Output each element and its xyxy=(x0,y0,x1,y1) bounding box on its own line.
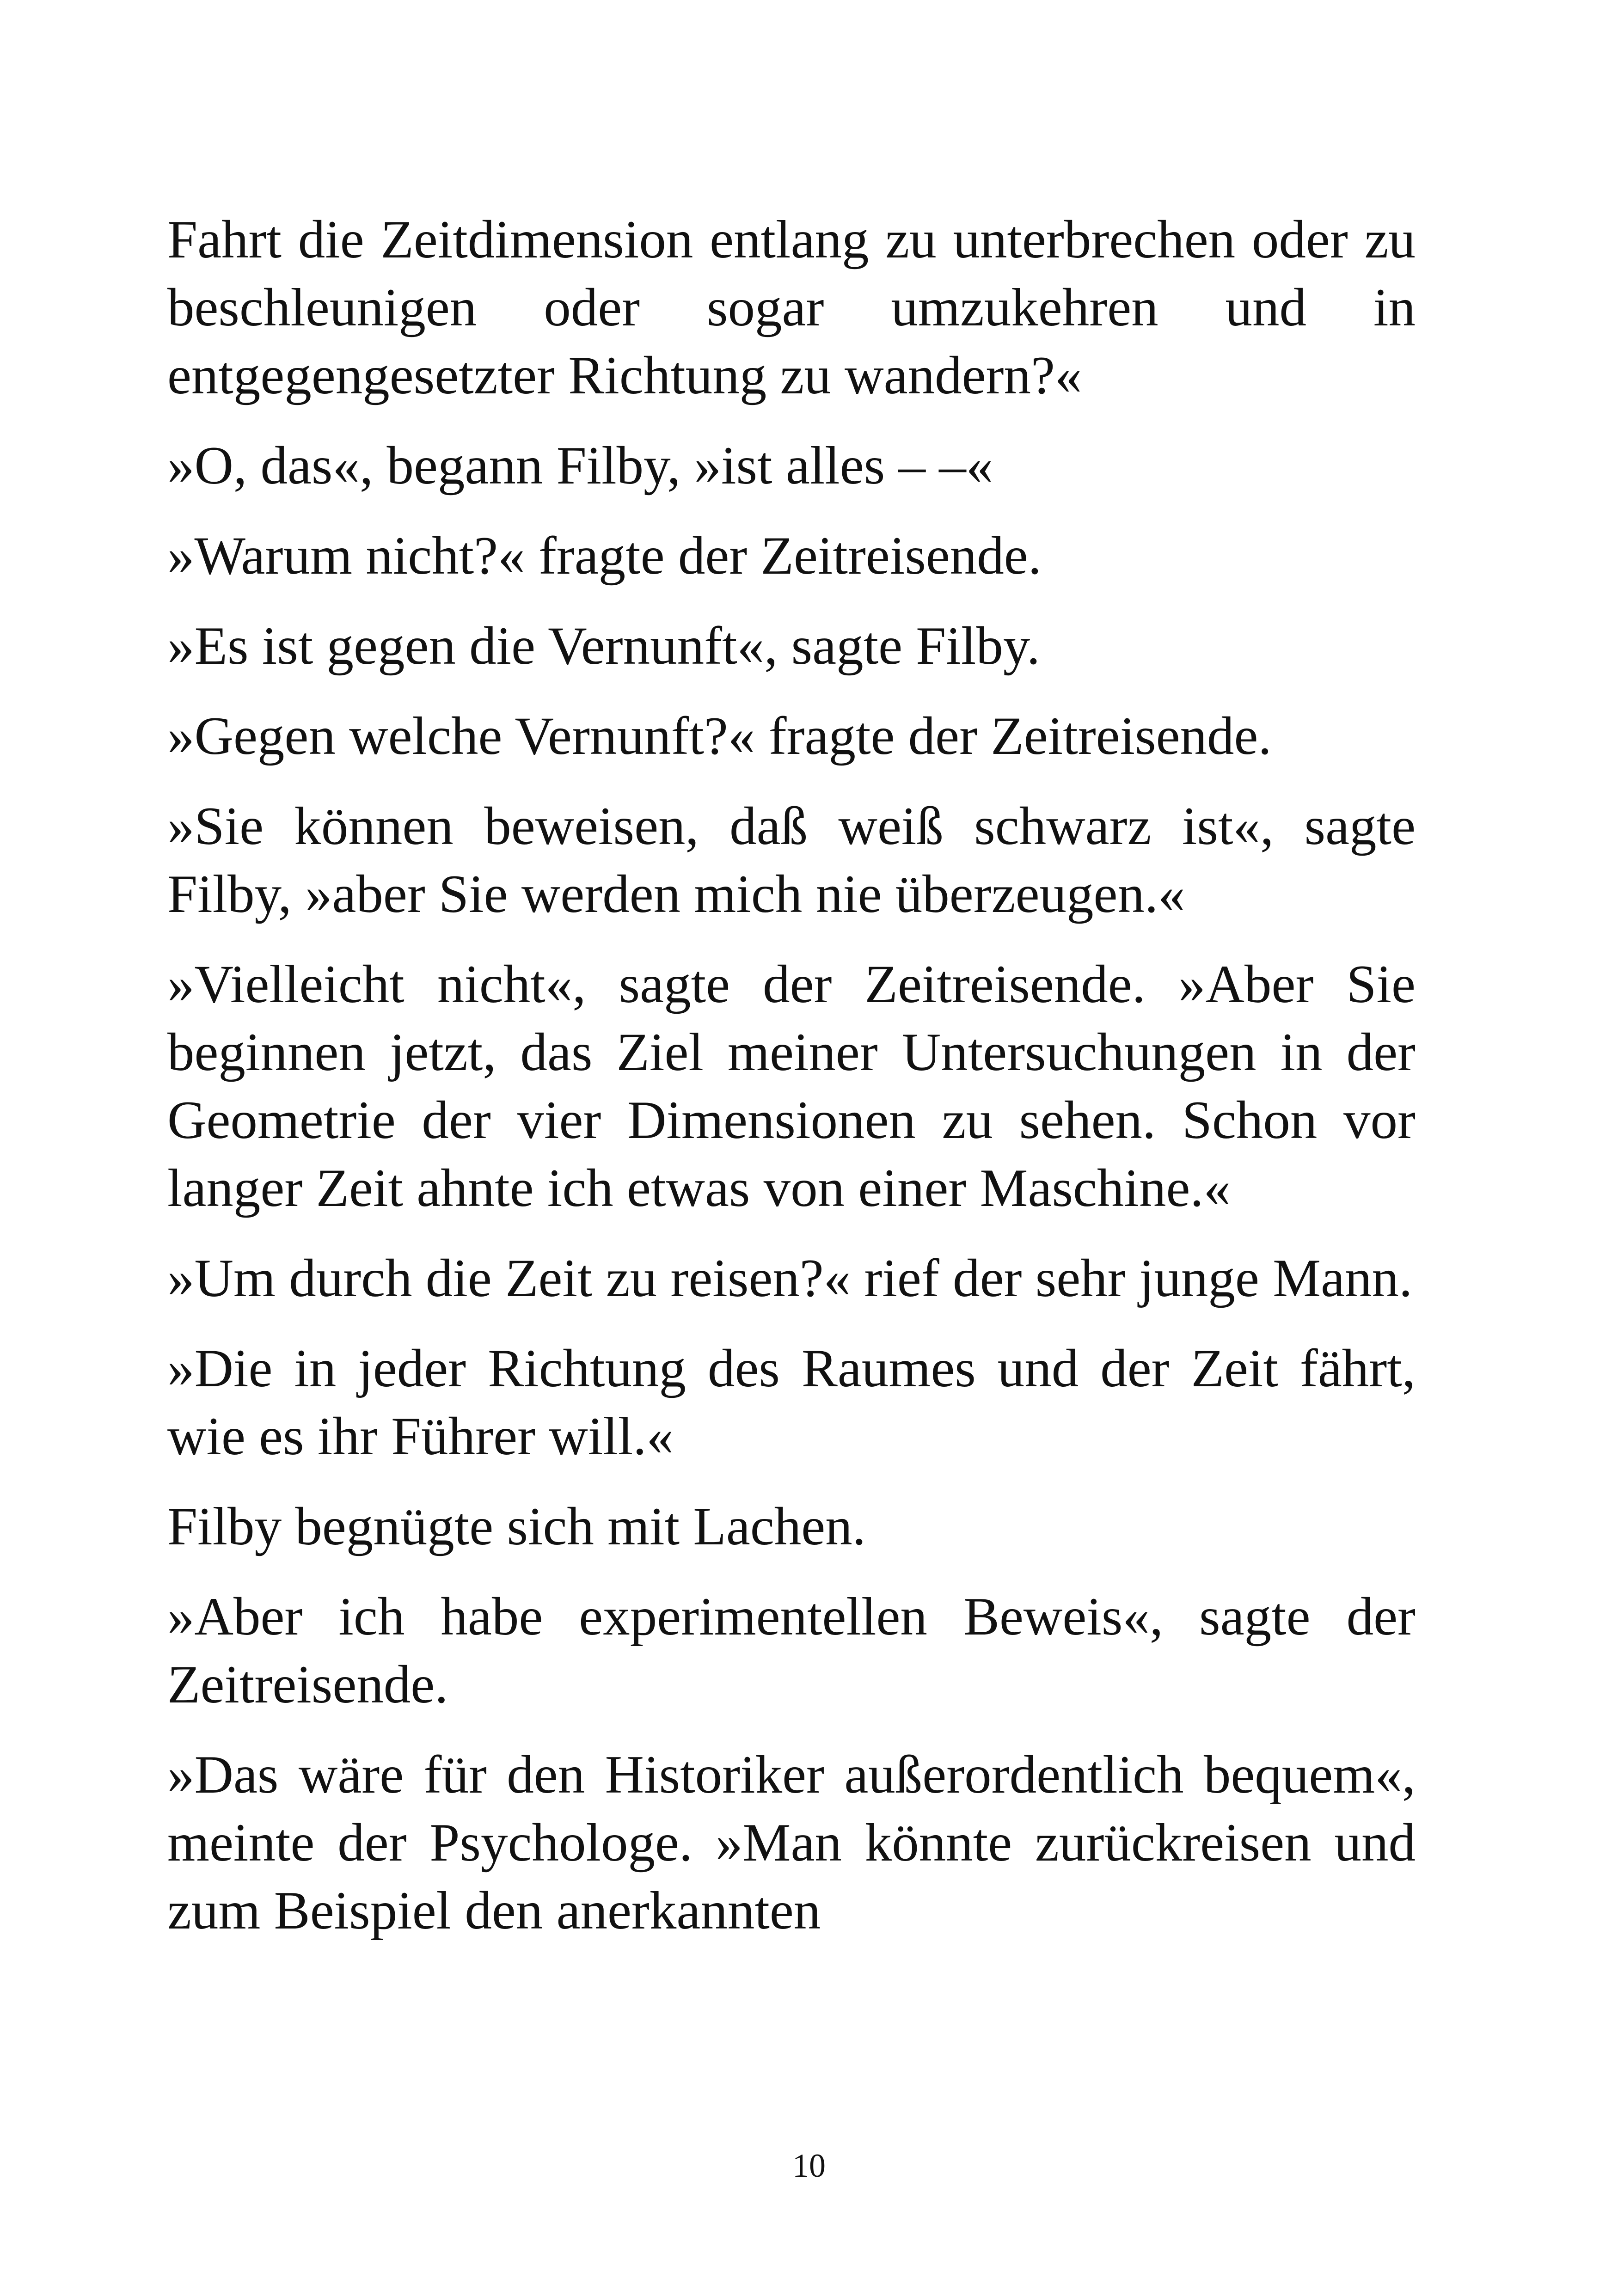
paragraph-2: »O, das«, begann Filby, »ist alles – –« xyxy=(167,436,993,496)
paragraph-10: Filby begnügte sich mit Lachen. xyxy=(167,1497,866,1556)
paragraph-9: »Die in jeder Richtung des Raumes und der Zeit fährt, wie es ihr Führer will.« xyxy=(167,1339,1416,1466)
body-text xyxy=(167,206,1416,1967)
paragraph-4: »Es ist gegen die Vernunft«, sagte Filby. xyxy=(167,616,1040,676)
paragraph-3: »Warum nicht?« fragte der Zeitreisende. xyxy=(167,526,1042,586)
paragraph-1: Fahrt die Zeitdimension entlang zu unterbrechen oder zu beschleunigen oder sogar umzukehren und in entgegengesetzter Richtung zu wandern?« xyxy=(167,210,1416,405)
paragraph-7: »Vielleicht nicht«, sagte der Zeitreisende. »Aber Sie beginnen jetzt, das Ziel meiner Untersuchungen in der Geometrie der vier Dimensionen zu sehen. Schon vor langer Zeit ahnte ich etwas von einer Maschine.« xyxy=(167,955,1416,1218)
paragraph-12: »Das wäre für den Historiker außerordentlich bequem«, meinte der Psychologe. »Man könnte zurückreisen und zum Beispiel den anerkannten xyxy=(167,1745,1416,1941)
paragraph-6: »Sie können beweisen, daß weiß schwarz ist«, sagte Filby, »aber Sie werden mich nie überzeugen.« xyxy=(167,796,1416,924)
paragraph-11: »Aber ich habe experimentellen Beweis«, sagte der Zeitreisende. xyxy=(167,1587,1416,1714)
page-number: 10 xyxy=(792,2147,826,2184)
paragraph-5: »Gegen welche Vernunft?« fragte der Zeitreisende. xyxy=(167,706,1272,766)
paragraph-8: »Um durch die Zeit zu reisen?« rief der sehr junge Mann. xyxy=(167,1249,1413,1308)
